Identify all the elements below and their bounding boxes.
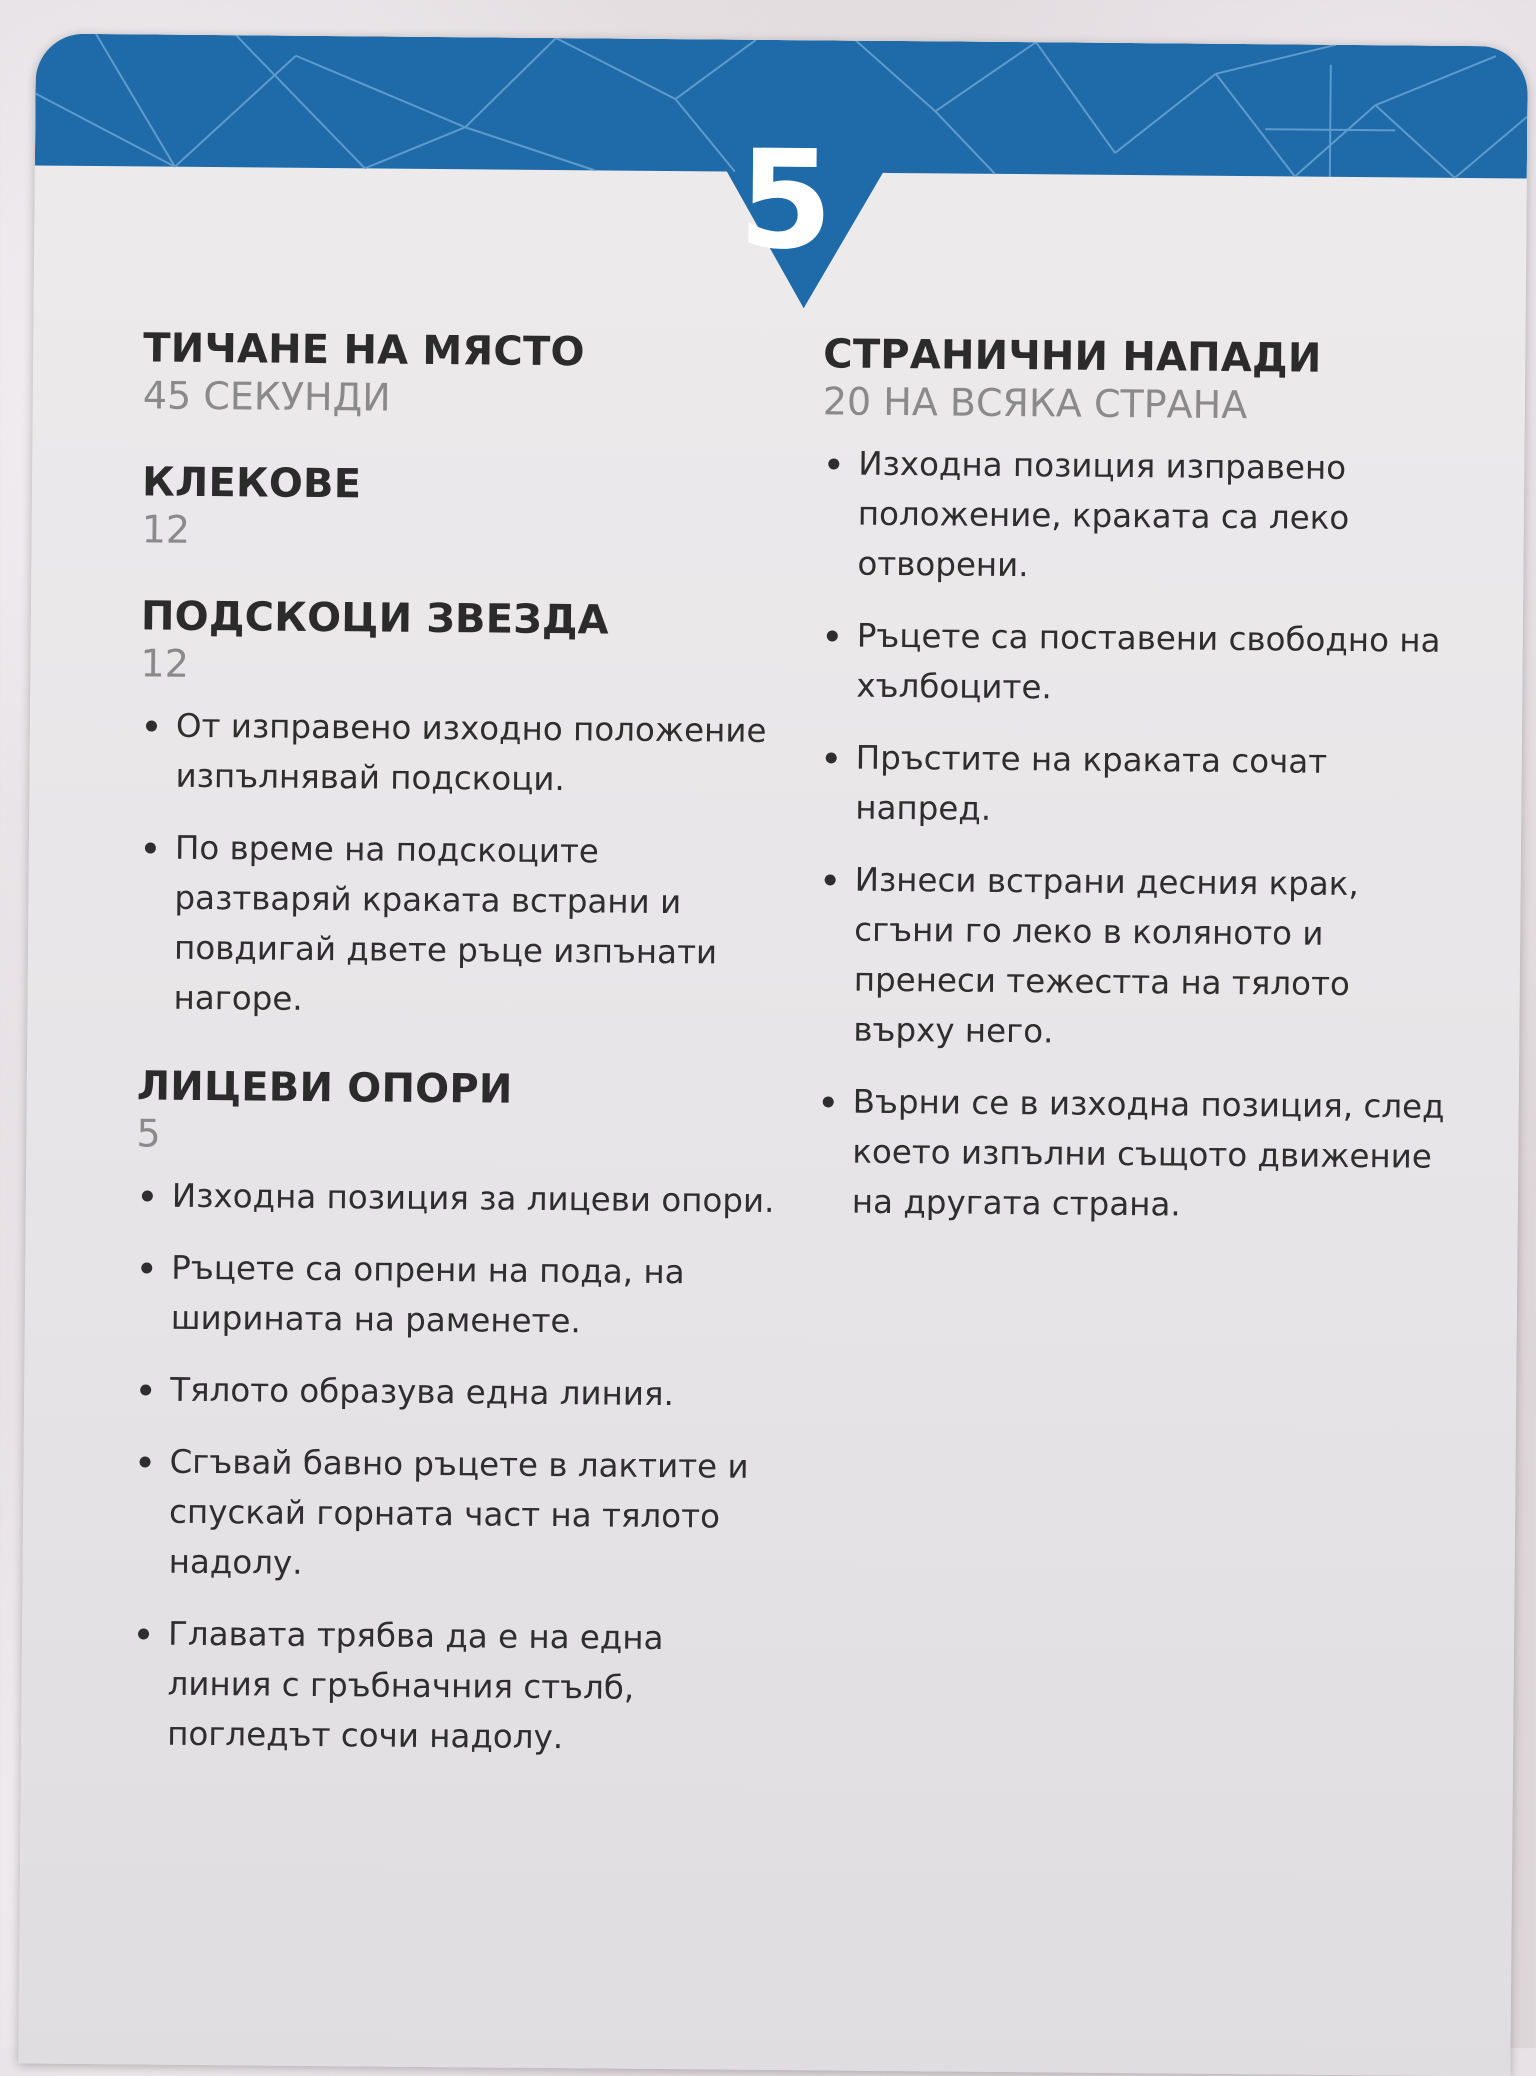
exercise-title: ТИЧАНЕ НА МЯСТО xyxy=(143,325,585,376)
exercise-title: СТРАНИЧНИ НАПАДИ xyxy=(823,331,1322,382)
exercise-title: ПОДСКОЦИ ЗВЕЗДА xyxy=(140,593,610,644)
bullet-icon xyxy=(140,1456,151,1467)
instruction-list xyxy=(816,438,1463,1232)
instruction-item xyxy=(820,610,1461,716)
bullet-icon xyxy=(146,720,157,731)
instruction-text: От изправено изходно положение изпълнявай подскоци. xyxy=(175,706,767,799)
bullet-icon xyxy=(138,1628,149,1639)
header-band xyxy=(34,33,1528,316)
left-column xyxy=(131,324,784,1804)
exercise-count: 20 НА ВСЯКА СТРАНА xyxy=(822,379,1248,428)
instruction-item xyxy=(131,1608,772,1764)
exercise-title: КЛЕКОВЕ xyxy=(141,459,362,508)
exercise-title: ЛИЦЕВИ ОПОРИ xyxy=(136,1063,513,1113)
instruction-text: Изходна позиция изправено положение, краката са леко отворени. xyxy=(857,444,1350,585)
card-number-badge: 5 xyxy=(737,121,834,281)
bullet-icon xyxy=(145,842,156,853)
exercise-block xyxy=(143,324,784,424)
exercise-count: 45 СЕКУНДИ xyxy=(142,373,391,420)
exercise-card xyxy=(18,33,1528,2076)
instruction-item xyxy=(135,1242,776,1348)
bullet-icon xyxy=(140,1384,151,1395)
instruction-list xyxy=(137,700,780,1028)
exercise-count: 5 xyxy=(136,1111,161,1156)
exercise-block xyxy=(816,330,1464,1232)
instruction-text: Главата трябва да е на една линия с гръбначния стълб, погледът сочи надолу. xyxy=(167,1614,664,1757)
bullet-icon xyxy=(142,1190,153,1201)
instruction-item xyxy=(136,1170,776,1226)
instruction-text: Сгъвай бавно ръцете в лактите и спускай горната част на тялото надолу. xyxy=(168,1442,749,1582)
instruction-text: Изходна позиция за лицеви опори. xyxy=(171,1176,775,1220)
instruction-text: Тялото образува една линия. xyxy=(170,1370,675,1414)
instruction-text: Ръцете са опрени на пода, на ширината на раменете. xyxy=(170,1248,685,1341)
exercise-count: 12 xyxy=(141,507,191,552)
instruction-item xyxy=(821,438,1462,594)
instruction-item xyxy=(132,1436,773,1592)
exercise-block xyxy=(131,1062,777,1764)
instruction-item xyxy=(819,732,1460,838)
instruction-item xyxy=(817,854,1459,1060)
exercise-block xyxy=(142,458,783,558)
instruction-text: Пръстите на краката сочат напред. xyxy=(855,738,1328,828)
instruction-item xyxy=(139,700,780,806)
bullet-icon xyxy=(827,630,838,641)
instruction-item xyxy=(816,1076,1457,1232)
instruction-text: Ръцете са поставени свободно на хълбоците. xyxy=(856,616,1441,707)
instruction-item xyxy=(137,822,779,1028)
bullet-icon xyxy=(828,458,839,469)
right-column xyxy=(815,330,1463,1272)
bullet-icon xyxy=(826,752,837,763)
bullet-icon xyxy=(141,1262,152,1273)
exercise-count: 12 xyxy=(140,641,190,686)
bullet-icon xyxy=(825,874,836,885)
exercise-block xyxy=(137,592,781,1028)
bullet-icon xyxy=(823,1096,834,1107)
instruction-item xyxy=(134,1364,774,1420)
instruction-text: По време на подскоците разтваряй краката встрани и повдигай двете ръце изпънати нагоре. xyxy=(173,828,718,1018)
instruction-text: Изнеси встрани десния крак, сгъни го леко в коляното и пренеси тежестта на тялото върху него. xyxy=(853,860,1359,1051)
instruction-list xyxy=(131,1170,776,1764)
instruction-text: Върни се в изходна позиция, след което изпълни същото движение на другата страна. xyxy=(851,1082,1445,1224)
